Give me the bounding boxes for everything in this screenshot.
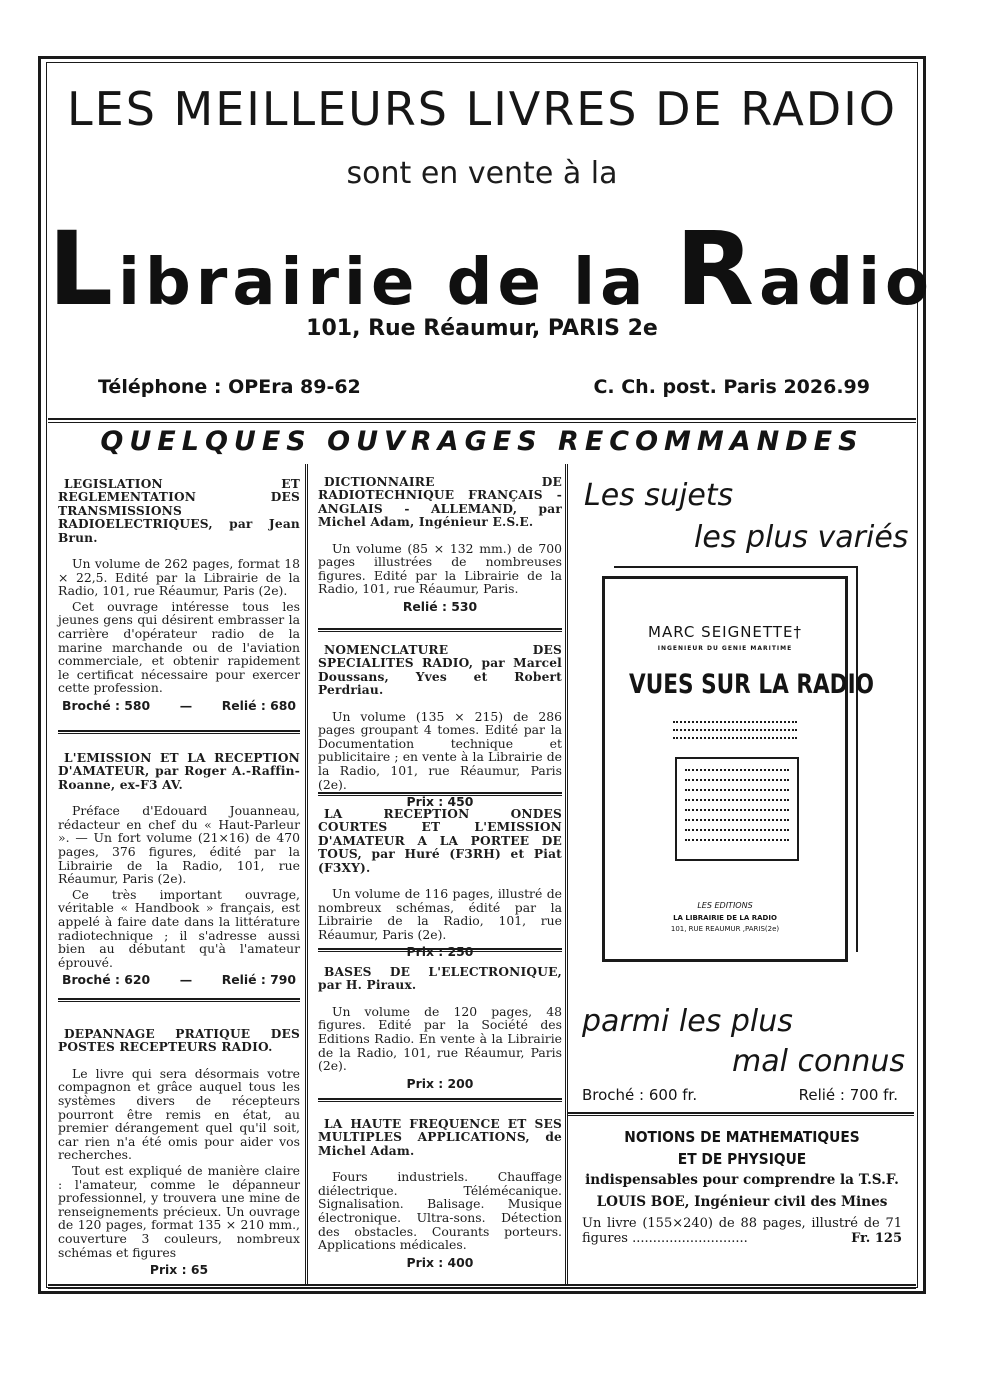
price-dash: —: [179, 697, 193, 713]
listing-separator: [58, 998, 300, 1002]
book-description: Un volume (85 × 132 mm.) de 700 pages illustrées de nombreuses figures. Edité par la Librairie de la Radio, 101, rue Réaumur, Paris.: [318, 540, 562, 597]
bookshop-address: 101, Rue Réaumur, PARIS 2e: [306, 316, 658, 341]
listing-separator: [318, 792, 562, 796]
footer-divider: [48, 1284, 916, 1289]
book-listing-haute-frequence: [318, 1118, 562, 1269]
book-price: Prix : 400: [406, 1254, 474, 1270]
book-description: Cet ouvrage intéresse tous les jeunes gens qui désirent embrasser la carrière d'opérateur radio de la marine marchande ou de l'aviation commerciale, et obtenir rapidement le certificat nécessaire pour exercer cette profession.: [58, 598, 300, 696]
book-description: Ce très important ouvrage, véritable « Handbook » français, est appelé à faire date dans la littérature radiotechnique ; il s'adresse aussi bien au débutant qu'à l'amateur éprouvé.: [58, 886, 300, 970]
tagline-4: mal connus: [732, 1044, 905, 1079]
book-listing-ondes-courtes: [318, 808, 562, 959]
relie-price: Relié : 790: [221, 972, 296, 988]
book-listing-mathematiques: [572, 1126, 912, 1246]
tagline-2: les plus variés: [694, 520, 909, 555]
book-listing-nomenclature: [318, 644, 562, 809]
book-description: Fours industriels. Chauffage diélectrique. Télémécanique. Signalisation. Balisage. Musique électronique. Ultra-sons. Détection des obstacles. Courants porteurs. Applications médicales.: [318, 1169, 562, 1253]
book-cover-lines: [673, 721, 797, 745]
book-title: L'EMISSION ET LA RECEPTION D'AMATEUR, par Roger A.-Raffin-Roanne, ex-F3 AV.: [58, 751, 300, 792]
book-cover-publisher-name: LA LIBRAIRIE DE LA RADIO: [673, 914, 777, 922]
listing-separator: [318, 1098, 562, 1102]
book-title: NOMENCLATURE DES SPECIALITES RADIO, par Marcel Doussans, Yves et Robert Perdriau.: [318, 643, 562, 698]
book-title: DICTIONNAIRE DE RADIOTECHNIQUE FRANÇAIS - ANGLAIS - ALLEMAND, par Michel Adam, Ingénieur E.S.E.: [318, 475, 562, 530]
column-divider-1: [305, 464, 308, 1284]
header-title: LES MEILLEURS LIVRES DE RADIO: [67, 82, 897, 136]
bookshop-brand: Librairie de la Radio: [48, 210, 934, 329]
listing-separator: [318, 948, 562, 952]
book-title: BASES DE L'ELECTRONIQUE, par H. Piraux.: [318, 965, 562, 993]
book-description: Un volume de 262 pages, format 18 × 22,5. Edité par la Librairie de la Radio, 101, rue Réaumur, Paris (2e).: [58, 556, 300, 599]
book-title: DEPANNAGE PRATIQUE DES POSTES RECEPTEURS RADIO.: [58, 1027, 300, 1055]
book-description: Un volume (135 × 215) de 286 pages groupant 4 tomes. Edité par la Documentation technique et publicitaire ; en vente à la Librairie de la Radio, 101, rue Réaumur, Paris (2e).: [318, 708, 562, 792]
bookshop-postal-account: C. Ch. post. Paris 2026.99: [593, 376, 870, 398]
feature-separator: [568, 1112, 914, 1116]
book-listing-dictionnaire: [318, 476, 562, 614]
book-description: Le livre qui sera désormais votre compagnon et grâce auquel tous les systèmes divers de récepteurs pourront être remis en état, au premier dérangement quel qu'il soit, car rien n'a été omis pour aider vos recherches.: [58, 1065, 300, 1163]
book-price: Prix : 450: [406, 794, 474, 810]
book-description: Un volume de 116 pages, illustré de nombreux schémas, édité par la Librairie de la Radio, 101, rue Réaumur, Paris (2e).: [318, 886, 562, 942]
book-cover-author-title: INGENIEUR DU GENIE MARITIME: [657, 645, 793, 652]
tagline-3: parmi les plus: [582, 1004, 793, 1039]
book-cover-publisher: LES EDITIONS: [697, 901, 753, 910]
tagline-1: Les sujets: [584, 478, 734, 513]
book-price: Prix : 250: [406, 944, 474, 960]
header-divider: [48, 418, 916, 423]
book-title: LEGISLATION ET REGLEMENTATION DES TRANSMISSIONS RADIOELECTRIQUES, par Jean Brun.: [58, 477, 300, 545]
price-dash: —: [179, 972, 193, 988]
book-price: Prix : 200: [406, 1075, 474, 1091]
broche-price: Broché : 580: [62, 697, 151, 713]
section-heading: QUELQUES OUVRAGES RECOMMANDES: [100, 426, 864, 457]
feature-relie-price: Relié : 700 fr.: [798, 1086, 898, 1104]
math-book-title-1: NOTIONS DE MATHEMATIQUES: [624, 1128, 860, 1146]
book-price: Prix : 65: [149, 1262, 209, 1278]
book-cover-publisher-address: 101, RUE REAUMUR ,PARIS(2e): [670, 925, 780, 933]
book-cover-spine: [602, 576, 614, 962]
book-price: Relié : 530: [402, 599, 478, 614]
math-book-description: Un livre (155×240) de 88 pages, illustré de 71 figures ............................ Fr. 125: [582, 1216, 902, 1246]
relie-price: Relié : 680: [221, 697, 296, 713]
book-title: LA RECEPTION ONDES COURTES ET L'EMISSION D'AMATEUR A LA PORTEE DE TOUS, par Huré (F3RH) et Piat (F3XY).: [318, 807, 562, 875]
book-listing-legislation: [58, 478, 300, 713]
book-description: Un volume de 120 pages, 48 figures. Edité par la Société des Editions Radio. En vente à la Librairie de la Radio, 101, rue Réaumur, Paris (2e).: [318, 1003, 562, 1074]
broche-price: Broché : 620: [62, 972, 151, 988]
book-title: LA HAUTE FREQUENCE ET SES MULTIPLES APPLICATIONS, de Michel Adam.: [318, 1117, 562, 1158]
listing-separator: [58, 730, 300, 734]
book-listing-electronique: [318, 966, 562, 1090]
math-book-title-2: ET DE PHYSIQUE: [677, 1150, 807, 1168]
book-listing-depannage: [58, 1028, 300, 1277]
book-cover-text-box: [675, 757, 799, 861]
book-prices: [58, 699, 300, 713]
math-book-author: LOUIS BOE, Ingénieur civil des Mines: [596, 1194, 888, 1210]
book-description: Tout est expliqué de manière claire : l'amateur, comme le dépanneur professionnel, y trouvera une mine de renseignements précieux. Un ouvrage de 120 pages, format 135 × 210 mm., couverture 3 couleurs, nombreux schémas et figures: [58, 1162, 300, 1260]
math-book-price: Fr. 125: [851, 1231, 902, 1246]
book-description: Préface d'Edouard Jouanneau, rédacteur en chef du « Haut-Parleur ». — Un fort volume (21×16) de 470 pages, 376 figures, édité par la Librairie de la Radio, 101, rue Réaumur, Paris (2e).: [58, 803, 300, 887]
column-divider-2: [565, 464, 568, 1284]
book-cover-title: VUES SUR LA RADIO: [629, 669, 875, 700]
math-book-subtitle: indispensables pour comprendre la T.S.F.: [585, 1172, 899, 1188]
feature-broche-price: Broché : 600 fr.: [582, 1086, 698, 1104]
book-cover-author: MARC SEIGNETTE†: [648, 623, 802, 641]
header-subtitle: sont en vente à la: [346, 156, 618, 191]
bookshop-phone: Téléphone : OPEra 89-62: [98, 376, 361, 398]
book-listing-emission-reception: [58, 752, 300, 987]
book-prices: [58, 973, 300, 987]
book-cover-illustration: [602, 576, 875, 962]
listing-separator: [318, 628, 562, 632]
